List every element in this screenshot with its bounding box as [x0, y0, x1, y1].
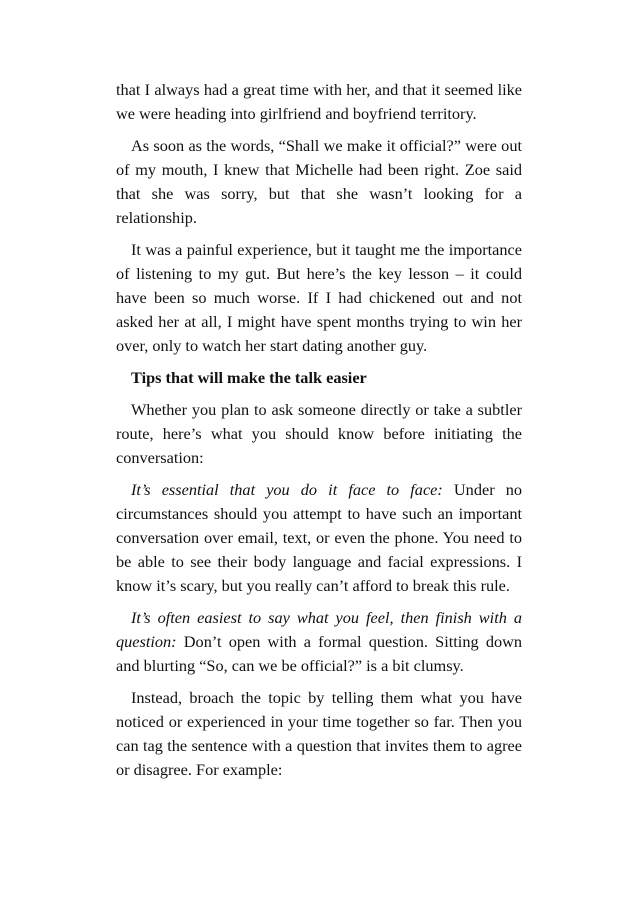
paragraph-official-question: As soon as the words, “Shall we make it official?” were out of my mouth, I knew that Michelle had been right. Zoe said that she was sorry, but that she wasn’t looking for a relationship.: [116, 136, 522, 227]
book-page: [116, 78, 522, 790]
paragraph-tips-intro: Whether you plan to ask someone directly or take a subtler route, here’s what you should know before initiating the conversation:: [116, 400, 522, 467]
tip-lead-say-what-you-feel: It’s often easiest to say what you feel, then finish with a question:: [116, 608, 522, 651]
section-heading: Tips that will make the talk easier: [131, 368, 367, 387]
paragraph-continued: that I always had a great time with her, and that it seemed like we were heading into girlfriend and boyfriend territory.: [116, 80, 522, 123]
paragraph-broach-topic: Instead, broach the topic by telling them what you have noticed or experienced in your time together so far. Then you can tag the sentence with a question that invites them to agree or disagree. For example:: [116, 688, 522, 779]
tip-body-say-what-you-feel: Don’t open with a formal question. Sitting down and blurting “So, can we be official?” is a bit clumsy.: [116, 632, 522, 675]
paragraph-say-what-you-feel: [116, 606, 522, 678]
tip-body-face-to-face: Under no circumstances should you attempt to have such an important conversation over email, text, or even the phone. You need to be able to see their body language and facial expressions. I know it’s scary, but you really can’t afford to break this rule.: [116, 480, 522, 595]
paragraph-key-lesson: It was a painful experience, but it taught me the importance of listening to my gut. But here’s the key lesson – it could have been so much worse. If I had chickened out and not asked her at all, I might have spent months trying to win her over, only to watch her start dating another guy.: [116, 240, 522, 355]
paragraph-face-to-face: [116, 478, 522, 598]
tip-lead-face-to-face: It’s essential that you do it face to face:: [131, 480, 443, 499]
